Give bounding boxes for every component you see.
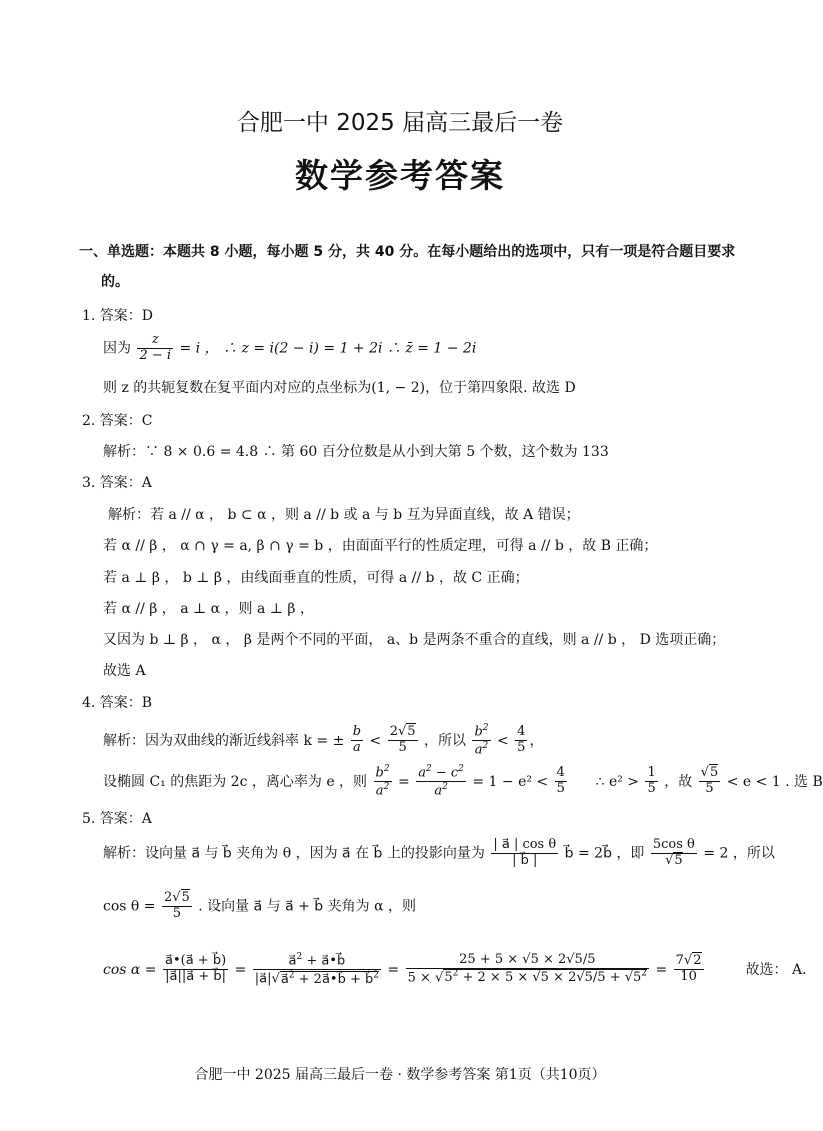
page-footer: 合肥一中 2025 届高三最后一卷 · 数学参考答案 第1页（共10页） [194,1067,606,1083]
q5-line2-a: cos θ = [103,898,156,915]
q4-line2-e: < e < 1 . 选 B [726,773,823,790]
q1-line1 [103,333,476,364]
q1-frac-den: 2 − i [139,347,172,363]
q1-line1-prefix: 因为 [103,340,131,357]
q5-answer: 5. 答案：A [82,811,152,827]
q3-line3: 若 a ⊥ β ， b ⊥ β ，由线面垂直的性质，可得 a // b ，故 C 正确； [103,570,529,586]
q4-answer: 4. 答案：B [82,695,153,711]
q4-line2-a: 设椭圆 C₁ 的焦距为 2c ，离心率为 e ，则 [103,773,368,790]
section-heading-line2: 的。 [101,274,129,290]
q4-line2: 设椭圆 C₁ 的焦距为 2c ，离心率为 e ，则 $\frac{b^2}{a^2}$ = $\frac{a^2 - c^2}{a^2}$ = 1 − e² < $\frac{4}{5}$ ∴ e² > $\frac{1}{5}$ ，故 $\frac{√5}{5}$ < e < 1 . 选 B [103,764,823,799]
section-heading-line1: 一、单选题：本题共 8 小题，每小题 5 分，共 40 分。在每小题给出的选项中，只有一项是符合题目要求 [79,244,736,260]
q1-line2: 则 z 的共轭复数在复平面内对应的点坐标为(1, − 2)，位于第四象限. 故选 D [103,380,576,396]
q4-frac-b-over-a: $\frac{b}{a}$ [352,724,362,756]
q4-line1-b: ，所以 [424,732,467,749]
q4-frac-2root5-over-5: $\frac{2√5}{5}$ [389,724,416,756]
q4-line2-c: ∴ e² > [595,773,640,790]
q1-frac-num: z [137,333,173,349]
q3-line2: 若 α // β ， α ∩ γ = a, β ∩ γ = b ，由面面平行的性质定理，可得 a // b ，故 B 正确； [103,538,658,554]
q5-line1-c: = 2 ，所以 [703,845,775,862]
q4-frac-4-over-5: $\frac{4}{5}$ [517,724,526,756]
q5-line2-b: . 设向量 a⃗ 与 a⃗ + b⃗ 夹角为 α ，则 [198,898,416,915]
q4-line2-d: ，故 [664,773,693,790]
q4-frac-b2-over-a2: $\frac{b^2}{a^2}$ [474,723,489,758]
q4-line1-a: 解析：因为双曲线的渐近线斜率 k = ± [103,732,345,749]
document-title: 合肥一中 2025 届高三最后一卷 [236,110,564,136]
q3-answer: 3. 答案：A [82,475,152,491]
q3-line4: 若 α // β ， a ⊥ α ，则 a ⊥ β ， [103,601,314,617]
q5-line2: cos θ = $\frac{2√5}{5}$ . 设向量 a⃗ 与 a⃗ + b⃗ 夹角为 α ，则 [103,890,416,921]
q2-answer: 2. 答案：C [82,413,153,429]
q3-line5: 又因为 b ⊥ β ， α ， β 是两个不同的平面， a、b 是两条不重合的直线，则 a // b ， D 选项正确； [103,632,726,648]
q5-line1: 解析：设向量 a⃗ 与 b⃗ 夹角为 θ ，因为 a⃗ 在 b⃗ 上的投影向量为 $\frac{\text{| a⃗ | cos θ}}{| b⃗ |}$ b⃗ = 2b⃗ ，即 $\frac{\text{5cos θ}}{√5}$ = 2 ，所以 [103,837,775,868]
q3-line6: 故选 A [103,663,146,679]
q2-line1: 解析：∵ 8 × 0.6 = 4.8 ∴ 第 60 百分位数是从小到大第 5 个数，这个数为 133 [103,444,609,460]
q5-line1-b: b⃗ = 2b⃗ ，即 [564,845,645,862]
q5-line1-a: 解析：设向量 a⃗ 与 b⃗ 夹角为 θ ，因为 a⃗ 在 b⃗ 上的投影向量为 [103,845,485,862]
q5-line3: cos α = $\frac{a⃗•(a⃗ + b⃗)}{|a⃗||a⃗ + b⃗|}$ = $\frac{a⃗^2 + a⃗•b⃗}{|a⃗|√a⃗^2 + 2a⃗•b⃗ + b⃗^2}$ = $\frac{25 + 5 \times √5 \times 2√5/5}{5 \times √5^2 + 2 \times 5 \times √5 \times 2√5/5 + √5^2}$ = $\frac{7√2}{10}$ 故选： A. [103,952,807,987]
q1-answer: 1. 答案：D [82,308,154,324]
q3-line1: 解析：若 a // α ， b ⊂ α ，则 a // b 或 a 与 b 互为异面直线，故 A 错误； [108,507,580,523]
q1-line1-rest: = i ， ∴ z = i(2 − i) = 1 + 2i ∴ z̄ = 1 − 2i [179,340,477,357]
q5-conclusion: 故选： A. [745,961,807,978]
document-subtitle: 数学参考答案 [295,156,505,195]
q4-line1: 解析：因为双曲线的渐近线斜率 k = ± $\frac{b}{a}$ < $\frac{2√5}{5}$ ，所以 $\frac{b^2}{a^2}$ < $\frac{4}{5}$ ， [103,723,544,758]
q4-line2-b: = 1 − e² < [472,773,549,790]
q1-fraction [137,333,173,364]
